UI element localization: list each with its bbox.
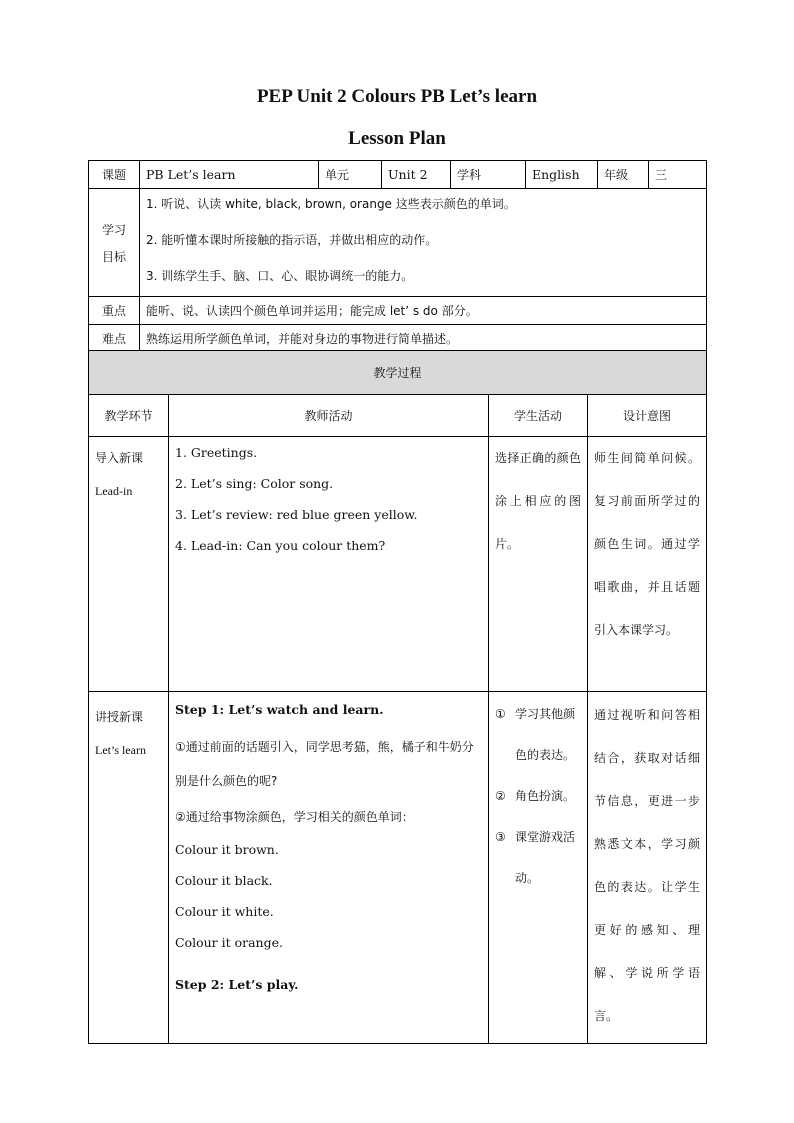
item-text: 学习其他颜色的表达。 [515,707,576,762]
item-number: ② [495,789,506,803]
teacher-activity-item: 3. Let’s review: red blue green yellow. [175,507,418,522]
subject-value: English [526,161,598,189]
unit-value: Unit 2 [382,161,451,189]
student-activity-item [495,776,581,817]
item-number: ③ [495,830,506,844]
stage1-student [489,437,588,692]
objectives-list [140,189,707,297]
subject-label: 学科 [451,161,526,189]
stage1-intent [588,437,707,692]
stage2-student [489,692,588,1044]
difficulties-label: 难点 [89,325,140,353]
objectives-label [89,189,140,297]
item-text: 角色扮演。 [515,789,576,803]
stage2-teacher [169,692,489,1044]
phrase-item: Colour it orange. [175,935,283,950]
stage2-intent-text: 通过视听和问答相结合，获取对话细节信息，更进一步熟悉文本，学习颜色的表达。让学生更好的感知、理解、学说所学语言。 [594,708,701,1023]
stage1-name-en: Lead-in [95,484,133,498]
column-header-teacher: 教师活动 [169,395,489,437]
stage2-intent [588,692,707,1044]
document-title: PEP Unit 2 Colours PB Let’s learn [256,86,538,107]
process-table [88,350,707,1044]
document-subtitle: Lesson Plan [348,128,446,149]
grade-label: 年级 [598,161,649,189]
phrase-item: Colour it white. [175,904,274,919]
stage1-intent-text: 师生间简单问候。复习前面所学过的颜色生词。通过学唱歌曲，并且话题引入本课学习。 [594,451,701,637]
phrase-item: Colour it black. [175,873,273,888]
topic-label: 课题 [89,161,140,189]
objective-item: 1. 听说、认读 white, black, brown, orange 这些表示颜色的单词。 [146,197,516,211]
objective-item: 2. 能听懂本课时所接触的指示语，并做出相应的动作。 [146,233,438,247]
step2-title: Step 2: Let’s play. [175,977,299,992]
step1-title: Step 1: Let’s watch and learn. [175,702,384,717]
column-header-student: 学生活动 [489,395,588,437]
stage2-name [89,692,169,1044]
step1-paragraph: ①通过前面的话题引入，同学思考猫，熊，橘子和牛奶分别是什么颜色的呢? [175,740,474,788]
topic-value: PB Let’s learn [140,161,319,189]
teacher-activity-item: 1. Greetings. [175,445,258,460]
objective-item: 3. 训练学生手、脑、口、心、眼协调统一的能力。 [146,269,414,283]
stage1-teacher [169,437,489,692]
objectives-label-line2: 目标 [101,249,126,264]
column-header-intent: 设计意图 [588,395,707,437]
info-table [88,160,707,353]
key-points-text: 能听、说、认读四个颜色单词并运用；能完成 let’ s do 部分。 [140,297,707,325]
objectives-label-line1: 学习 [101,222,126,237]
teacher-activity-item: 2. Let’s sing: Color song. [175,476,334,491]
stage2-name-en: Let’s learn [95,743,146,757]
phrase-item: Colour it brown. [175,842,279,857]
difficulties-text: 熟练运用所学颜色单词，并能对身边的事物进行简单描述。 [140,325,707,353]
item-number: ① [495,707,506,721]
teacher-activity-item: 4. Lead-in: Can you colour them? [175,538,386,553]
item-text: 课堂游戏活动。 [515,830,576,885]
step1-paragraph: ②通过给事物涂颜色，学习相关的颜色单词： [175,810,414,824]
stage1-name [89,437,169,692]
column-header-stage: 教学环节 [89,395,169,437]
stage2-name-cn: 讲授新课 [95,710,144,724]
process-header: 教学过程 [89,351,707,395]
student-activity-item [495,817,581,899]
unit-label: 单元 [319,161,382,189]
student-activity-item [495,694,581,776]
grade-value: 三 [649,161,707,189]
stage1-student-text: 选择正确的颜色涂上相应的图片。 [495,451,581,551]
stage1-name-cn: 导入新课 [95,451,144,465]
key-points-label: 重点 [89,297,140,325]
